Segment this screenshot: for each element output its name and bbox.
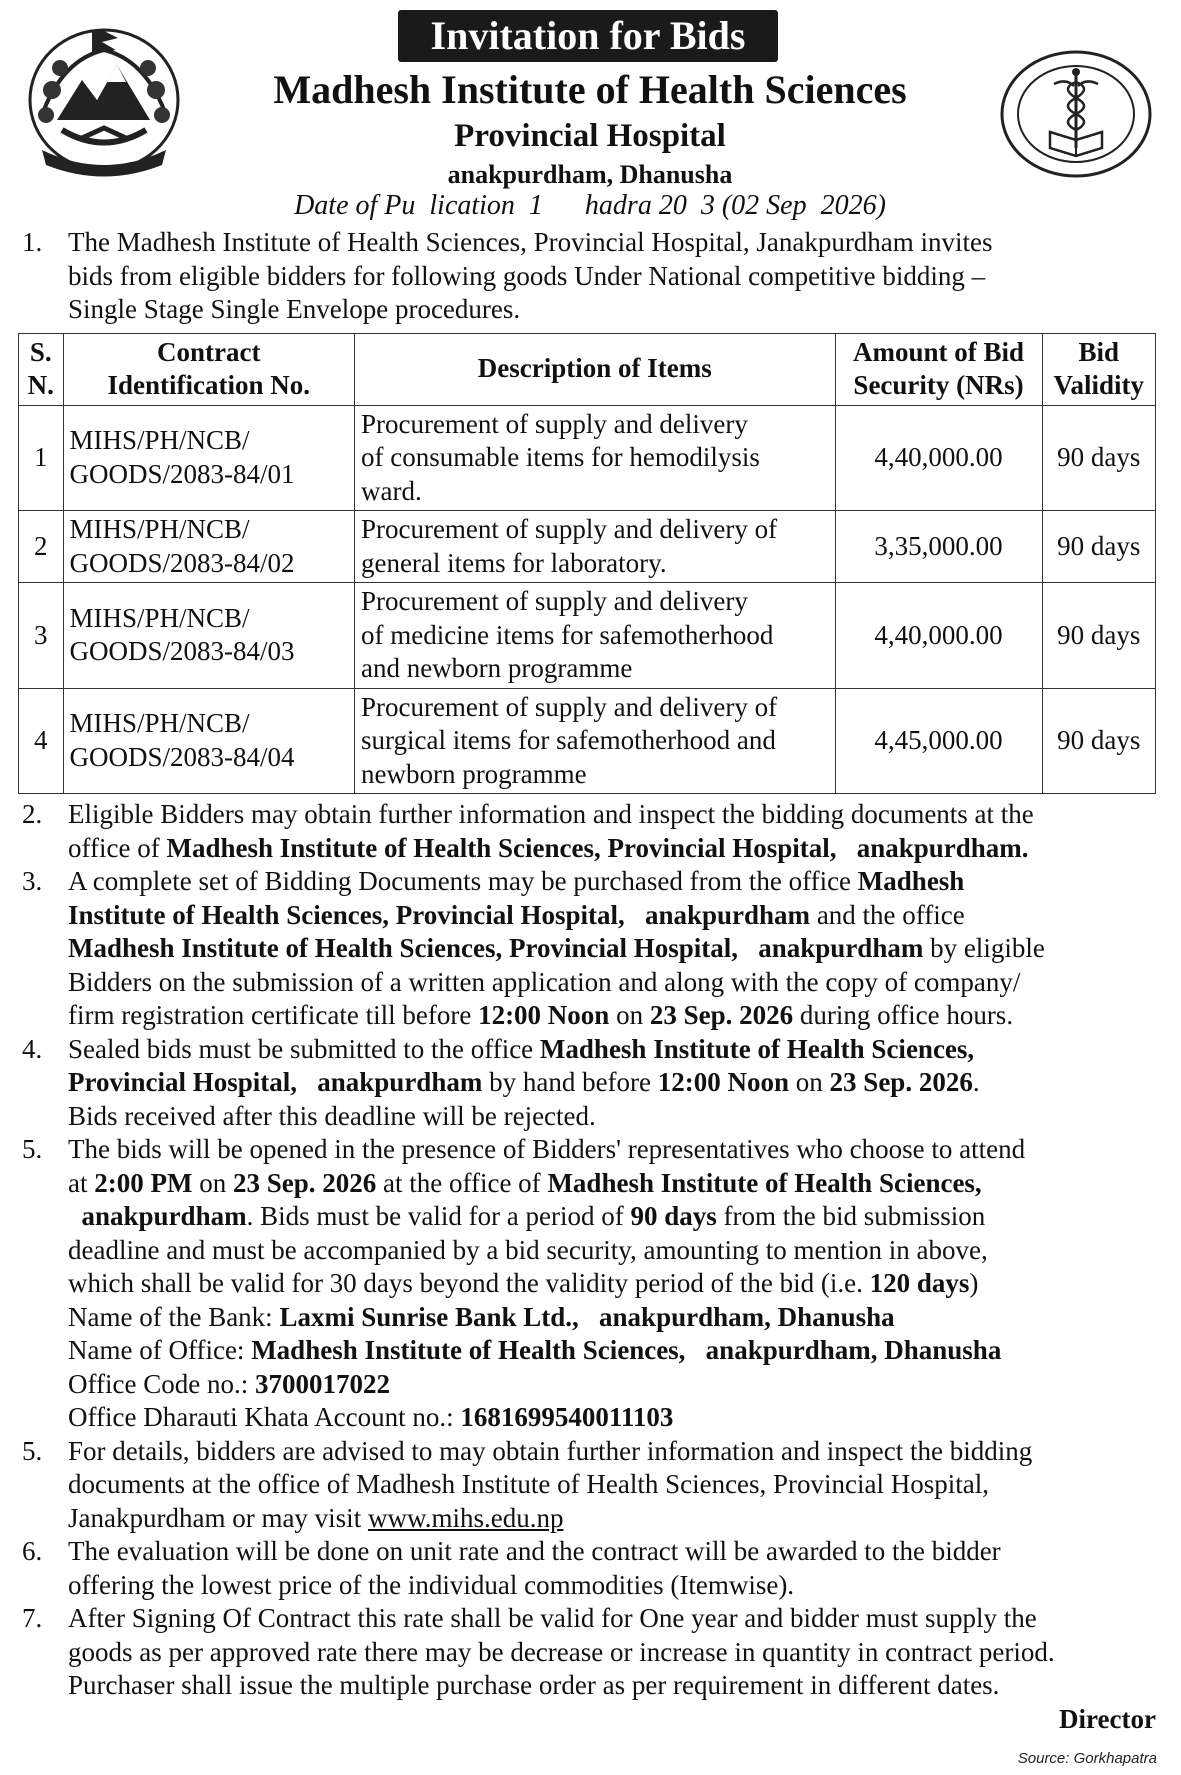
header-validity: Bid Validity <box>1042 333 1156 405</box>
cell-validity: 90 days <box>1042 405 1156 511</box>
cell-description: Procurement of supply and delivery of medicine items for safemotherhood and newborn programme <box>354 583 835 689</box>
caduceus-seal-icon <box>996 48 1156 180</box>
cell-description: Procurement of supply and delivery of consumable items for hemodilysis ward. <box>354 405 835 511</box>
website-link[interactable]: www.mihs.edu.np <box>367 1502 564 1533</box>
paragraph-5: 5. The bids will be opened in the presence of Bidders' representatives who choose to attend at 2:00 PM on 23 Sep. 2026 at the office of Madhesh Institute of Health Sciences, anakpurdham. Bids must be valid for a period of 90 days from the bid submission deadline and must be accompanied by a bid security, amounting to mention in above, which shall be valid for 30 days beyond the validity period of the bid (i.e. 120 days) Name of the Bank: Laxmi Sunrise Bank Ltd., anakpurdham, Dhanusha Name of Office: Madhesh Institute of Health Sciences, anakpurdham, Dhanusha Office Code no.: 3700017022 Office Dharauti Khata Account no.: 1681699540011103 <box>18 1133 1156 1435</box>
paragraph-1 <box>18 226 1156 327</box>
paragraph-3: 3. A complete set of Bidding Documents may be purchased from the office Madhesh Institute of Health Sciences, Provincial Hospital, anakpurdham and the office Madhesh Institute of Health Sciences, Provincial Hospital, anakpurdham by eligible Bidders on the submission of a written application and along with the copy of company/ firm registration certificate till before 12:00 Noon on 23 Sep. 2026 during office hours. <box>18 865 1156 1033</box>
cell-amount: 4,40,000.00 <box>835 583 1042 689</box>
cell-sn: 4 <box>19 688 64 794</box>
header-amount: Amount of Bid Security (NRs) <box>835 333 1042 405</box>
paragraph-7: 7. After Signing Of Contract this rate shall be valid for One year and bidder must supply the goods as per approved rate there may be decrease or increase in quantity in contract period. Purchaser shall issue the multiple purchase order as per requirement in different dates. <box>18 1602 1156 1703</box>
paragraph-4: 4. Sealed bids must be submitted to the office Madhesh Institute of Health Sciences, Provincial Hospital, anakpurdham by hand before 12:00 Noon on 23 Sep. 2026. Bids received after this deadline will be rejected. <box>18 1033 1156 1134</box>
paragraph-6: 6. The evaluation will be done on unit rate and the contract will be awarded to the bidder offering the lowest price of the individual commodities (Itemwise). <box>18 1535 1156 1602</box>
cell-validity: 90 days <box>1042 688 1156 794</box>
nepal-emblem-icon <box>22 20 187 178</box>
cell-validity: 90 days <box>1042 583 1156 689</box>
cell-description: Procurement of supply and delivery of surgical items for safemotherhood and newborn programme <box>354 688 835 794</box>
cell-description: Procurement of supply and delivery of general items for laboratory. <box>354 511 835 583</box>
header-contract-id: Contract Identification No. <box>63 333 354 405</box>
institute-name: Madhesh Institute of Health Sciences <box>273 67 907 112</box>
header-sn: S. N. <box>19 333 64 405</box>
cell-contract-id: MIHS/PH/NCB/ GOODS/2083-84/03 <box>63 583 354 689</box>
paragraph-number: 5. <box>22 1435 43 1466</box>
hospital-name: Provincial Hospital <box>454 118 726 154</box>
bank-name-line: Name of the Bank: Laxmi Sunrise Bank Ltd., anakpurdham, Dhanusha <box>68 1301 895 1332</box>
cell-sn: 2 <box>19 511 64 583</box>
paragraph-number: 4. <box>22 1033 43 1064</box>
cell-amount: 3,35,000.00 <box>835 511 1042 583</box>
paragraph-line: bids from eligible bidders for following goods Under National competitive bidding – <box>68 260 986 291</box>
cell-amount: 4,45,000.00 <box>835 688 1042 794</box>
page-banner: Invitation for Bids <box>398 10 778 62</box>
cell-contract-id: MIHS/PH/NCB/ GOODS/2083-84/02 <box>63 511 354 583</box>
paragraph-line: The Madhesh Institute of Health Sciences, Provincial Hospital, Janakpurdham invites <box>68 227 993 257</box>
table-header-row <box>19 333 1156 405</box>
header-description: Description of Items <box>354 333 835 405</box>
paragraph-number: 5. <box>22 1134 43 1164</box>
cell-sn: 1 <box>19 405 64 511</box>
paragraph-number: 6. <box>22 1536 43 1566</box>
signatory: Director <box>1059 1703 1156 1734</box>
cell-amount: 4,40,000.00 <box>835 405 1042 511</box>
table-row <box>19 688 1156 794</box>
account-number-line: Office Dharauti Khata Account no.: 1681699540011103 <box>68 1402 674 1432</box>
paragraph-number: 2. <box>22 799 43 829</box>
paragraph-number: 1. <box>22 227 43 257</box>
paragraph-number: 3. <box>22 866 43 896</box>
office-name-line: Name of Office: Madhesh Institute of Health Sciences, anakpurdham, Dhanusha <box>68 1335 1002 1365</box>
table-row <box>19 405 1156 511</box>
cell-validity: 90 days <box>1042 511 1156 583</box>
notice-body <box>18 226 1156 1736</box>
source-credit: Source: Gorkhapatra <box>1017 1750 1157 1767</box>
office-code-line: Office Code no.: 3700017022 <box>68 1368 390 1399</box>
paragraph-line: Single Stage Single Envelope procedures. <box>68 294 521 324</box>
bids-table <box>18 333 1156 795</box>
cell-contract-id: MIHS/PH/NCB/ GOODS/2083-84/04 <box>63 688 354 794</box>
paragraph-2: 2. Eligible Bidders may obtain further information and inspect the bidding documents at the office of Madhesh Institute of Health Sciences, Provincial Hospital, anakpurdham. <box>18 798 1156 865</box>
cell-sn: 3 <box>19 583 64 689</box>
paragraph-5b: 5. For details, bidders are advised to may obtain further information and inspect the bidding documents at the office of Madhesh Institute of Health Sciences, Provincial Hospital, Janakpurdham or may visit www.mihs.edu.np <box>18 1435 1156 1536</box>
table-row <box>19 583 1156 689</box>
paragraph-number: 7. <box>22 1603 43 1633</box>
table-row <box>19 511 1156 583</box>
cell-contract-id: MIHS/PH/NCB/ GOODS/2083-84/01 <box>63 405 354 511</box>
publication-date: Date of Pu lication 1 hadra 20 3 (02 Sep 2026) <box>294 190 886 221</box>
place-name: anakpurdham, Dhanusha <box>447 160 733 189</box>
